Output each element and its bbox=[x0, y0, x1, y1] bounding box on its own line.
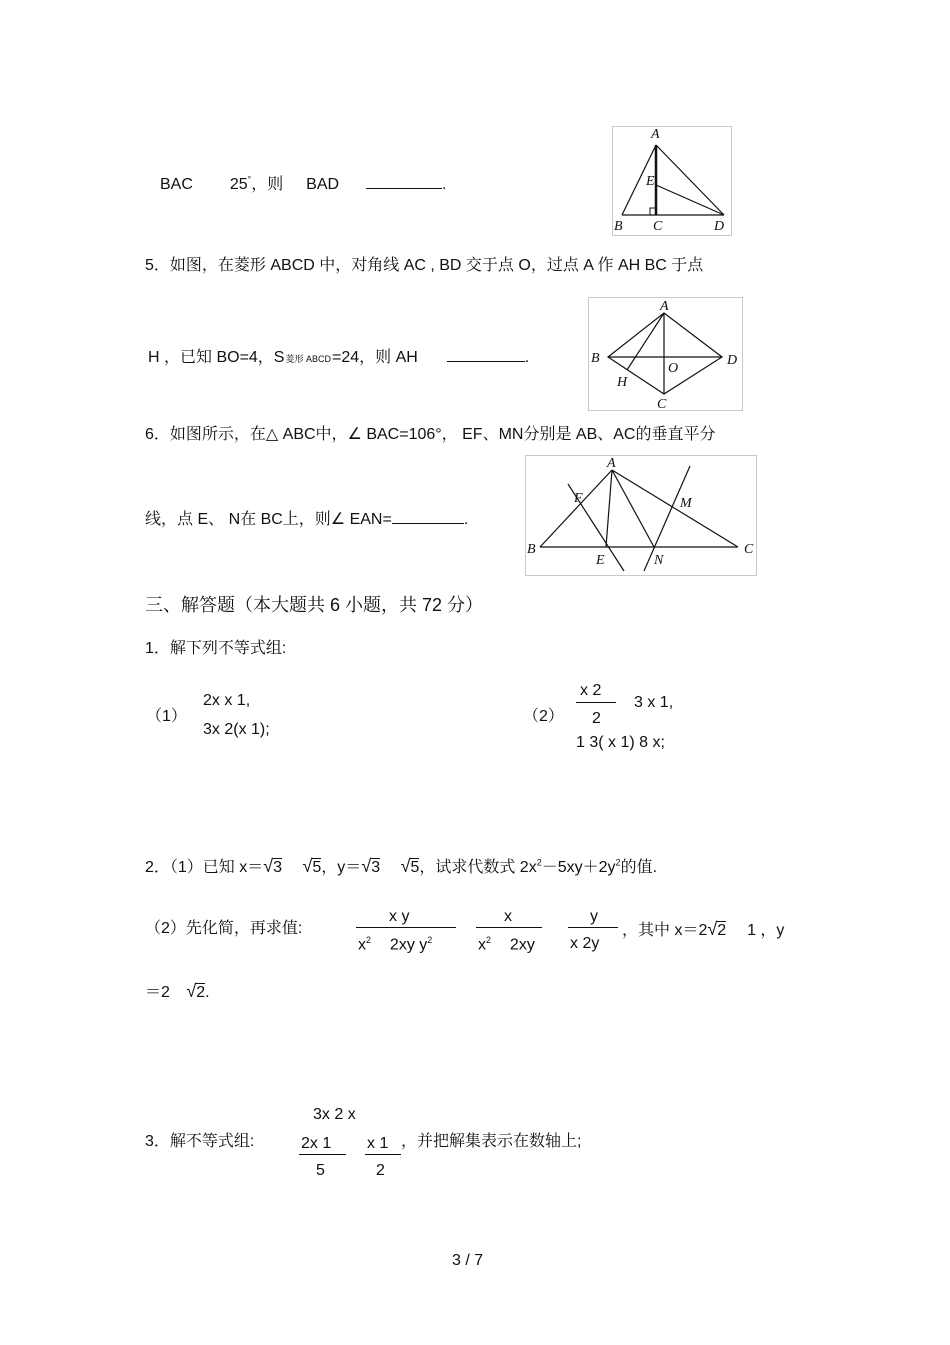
p2-sqrt5-a: 5 bbox=[312, 859, 322, 876]
q5-answer-blank[interactable] bbox=[447, 346, 525, 362]
fig2-label-a: A bbox=[660, 299, 669, 314]
q4-bad: BAD bbox=[306, 176, 340, 193]
p2-l3-a: ＝2 bbox=[145, 984, 170, 1001]
p3-f1-numerator: 2x 1 bbox=[301, 1135, 332, 1152]
fig3-label-e: E bbox=[596, 553, 605, 568]
sqrt-icon: √ bbox=[400, 856, 411, 876]
sqrt-icon: √ bbox=[263, 856, 274, 876]
p1-part1-label: （1） bbox=[146, 708, 187, 725]
p1-part2-line2: 1 3( x 1) 8 x; bbox=[576, 734, 665, 751]
fig2-label-h: H bbox=[617, 375, 628, 390]
p2-sqrt2-a: 2 bbox=[717, 922, 727, 939]
p2-f1-den-sq: 2 bbox=[366, 935, 372, 945]
p2-f1-den-sq2: 2 bbox=[427, 935, 433, 945]
fig2-label-c: C bbox=[657, 397, 667, 410]
q4-then: ，则 bbox=[251, 176, 284, 193]
q5-period: . bbox=[524, 349, 530, 366]
p2-l1-c: ，试求代数式 2x bbox=[419, 859, 537, 876]
fig1-label-b: B bbox=[614, 219, 623, 234]
p2-f2-numerator: x bbox=[504, 908, 512, 925]
sqrt-icon: √ bbox=[707, 919, 718, 939]
figure-triangle-abd bbox=[612, 126, 732, 236]
p1-part1-line2: 3x 2(x 1); bbox=[203, 721, 270, 738]
p2-f1-numerator: x y bbox=[389, 908, 410, 925]
p1-part2-numerator: x 2 bbox=[580, 682, 602, 699]
q4-period: . bbox=[441, 176, 447, 193]
page-number: 3 / 7 bbox=[452, 1252, 484, 1269]
fig3-label-f: F bbox=[574, 491, 583, 506]
fig2-label-o: O bbox=[668, 361, 679, 376]
p2-f2-bar bbox=[476, 927, 542, 928]
p1-part2-line1-rest: 3 x 1, bbox=[634, 694, 674, 711]
p1-part1-line1: 2x x 1, bbox=[203, 692, 251, 709]
figure-triangle-abc-bisectors bbox=[525, 455, 757, 576]
fig1-label-e: E bbox=[646, 174, 655, 189]
fig3-label-a: A bbox=[607, 456, 616, 471]
p3-label: 3．解不等式组: bbox=[145, 1133, 255, 1150]
p2-line2-label: （2）先化简，再求值: bbox=[145, 920, 303, 937]
p3-f1-bar bbox=[299, 1154, 346, 1155]
p1-part2-label: （2） bbox=[523, 708, 564, 725]
p2-f1-den-x: x bbox=[358, 936, 366, 954]
section-heading: 三、解答题（本大题共 6 小题，共 72 分） bbox=[145, 595, 484, 615]
p2-f1-den-rest: 2xy y bbox=[389, 936, 428, 954]
figure-triangle-abc-svg bbox=[526, 456, 756, 575]
q5-line2 bbox=[148, 346, 529, 367]
p2-f2-den-x: x bbox=[478, 936, 486, 954]
p3-f2-numerator: x 1 bbox=[367, 1135, 389, 1152]
p2-sq1: 2 bbox=[536, 857, 542, 868]
p2-f3-den: x 2y bbox=[570, 935, 600, 952]
p2-l1-b: ，y＝ bbox=[321, 859, 362, 876]
p3-top: 3x 2 x bbox=[313, 1106, 356, 1123]
q5-subscript: 菱形 ABCD bbox=[285, 354, 331, 364]
p2-sqrt3-a: 3 bbox=[273, 859, 283, 876]
p2-sq2: 2 bbox=[615, 857, 621, 868]
p2-f2-den bbox=[478, 935, 535, 954]
p2-line1 bbox=[145, 857, 657, 877]
q4-bac: BAC bbox=[160, 176, 193, 193]
p2-sqrt5-b: 5 bbox=[410, 859, 420, 876]
p2-f3-bar bbox=[568, 927, 618, 928]
q6-line2 bbox=[145, 508, 468, 529]
p3-f1-denominator: 5 bbox=[316, 1162, 325, 1179]
p2-l3-b: . bbox=[205, 984, 210, 1001]
figure-rhombus-svg bbox=[589, 298, 742, 410]
p2-f1-bar bbox=[356, 927, 456, 928]
p2-f3-numerator: y bbox=[590, 908, 598, 925]
q6-answer-blank[interactable] bbox=[392, 508, 464, 524]
q6-period: . bbox=[463, 511, 469, 528]
q5-given: H ，已知 BO=4，S bbox=[148, 349, 285, 366]
p3-f2-bar bbox=[365, 1154, 401, 1155]
fig1-label-a: A bbox=[651, 127, 660, 142]
p2-l1-a: 2．（1）已知 x＝ bbox=[145, 859, 264, 876]
fig3-label-b: B bbox=[527, 542, 536, 557]
q4-angle: 25 bbox=[229, 176, 248, 193]
p1-part2-fraction-bar bbox=[576, 702, 616, 703]
p1-intro: 1．解下列不等式组: bbox=[145, 640, 287, 657]
p3-tail: ，并把解集表示在数轴上; bbox=[401, 1133, 582, 1150]
q4-deg: ° bbox=[247, 174, 252, 185]
sqrt-icon: √ bbox=[302, 856, 313, 876]
p2-sqrt3-b: 3 bbox=[371, 859, 381, 876]
p2-sqrt2-b: 2 bbox=[196, 984, 206, 1001]
figure-rhombus-abcd bbox=[588, 297, 743, 411]
fig2-label-d: D bbox=[727, 353, 738, 368]
p2-l2-b: ，其中 x＝2 bbox=[622, 922, 708, 939]
p2-line3 bbox=[145, 982, 210, 1002]
fig1-label-d: D bbox=[714, 219, 725, 234]
p2-l1-e: 的值. bbox=[620, 859, 658, 876]
p2-f2-den-sq: 2 bbox=[486, 935, 492, 945]
p1-part2-denominator: 2 bbox=[592, 710, 601, 727]
fig3-label-c: C bbox=[744, 542, 754, 557]
p2-f2-den-rest: 2xy bbox=[509, 936, 535, 954]
p2-l2-c: 1 ，y bbox=[747, 922, 785, 939]
p3-f2-denominator: 2 bbox=[376, 1162, 385, 1179]
p2-line2-tail bbox=[622, 920, 784, 940]
sqrt-icon: √ bbox=[186, 981, 197, 1001]
q5-line1: 5．如图，在菱形 ABCD 中，对角线 AC , BD 交于点 O，过点 A 作 AH BC 于点 bbox=[145, 257, 704, 274]
p2-l1-d: －5xy＋2y bbox=[541, 859, 616, 876]
fig2-label-b: B bbox=[591, 351, 600, 366]
fig3-label-n: N bbox=[654, 553, 664, 568]
q4-tail bbox=[160, 173, 446, 194]
sqrt-icon: √ bbox=[361, 856, 372, 876]
q4-answer-blank[interactable] bbox=[366, 173, 442, 189]
q5-given-rest: =24，则 AH bbox=[332, 349, 418, 366]
figure-triangle-abd-svg bbox=[613, 127, 731, 235]
q6-line1: 6．如图所示，在△ ABC中，∠ BAC=106°， EF、MN分别是 AB、AC的垂直平分 bbox=[145, 426, 716, 443]
p2-f1-den bbox=[358, 935, 432, 954]
fig1-label-c: C bbox=[653, 219, 663, 234]
q6-text: 线，点 E、 N在 BC上，则∠ EAN= bbox=[145, 511, 392, 528]
fig3-label-m: M bbox=[680, 496, 692, 511]
